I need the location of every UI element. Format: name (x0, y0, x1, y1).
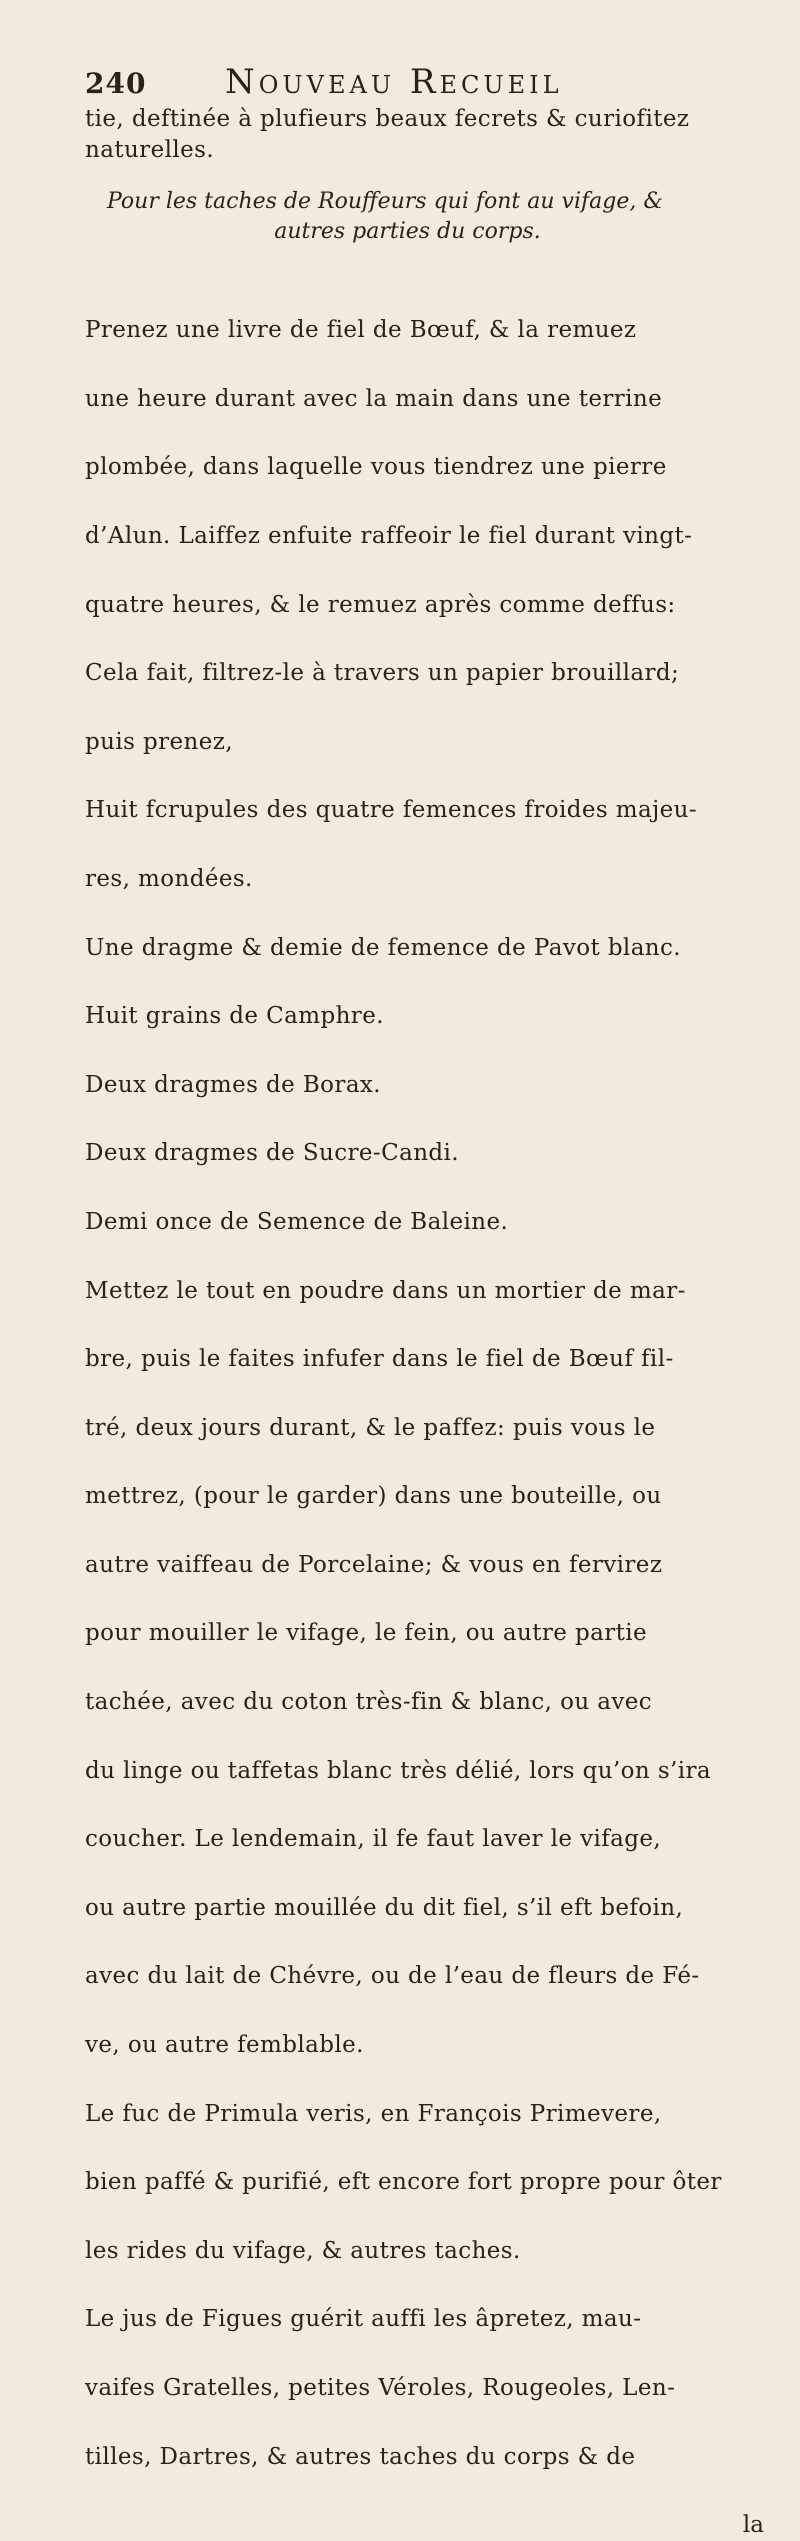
text-line: ou autre partie mouillée du dit fiel, s’il eft befoin, (85, 1894, 684, 1921)
text-line: tie, deftinée à plufieurs beaux fecrets & curiofitez (85, 106, 690, 132)
heading-line: Pour les taches de Rouffeurs qui font au vifage, & (107, 189, 663, 215)
text-line: naturelles. (85, 136, 215, 163)
text-line: Deux dragmes de Borax. (85, 1071, 382, 1098)
catchword: la (742, 2512, 764, 2539)
text-line: Mettez le tout en poudre dans un mortier de mar- (85, 1277, 686, 1304)
text-line: tachée, avec du coton très-fin & blanc, ou avec (85, 1689, 653, 1716)
recipe-body (85, 277, 770, 2510)
page-number: 240 (85, 67, 147, 100)
text-line: Huit fcrupules des quatre femences froides majeu- (85, 797, 698, 824)
heading-line: autres parties du corps. (274, 219, 541, 245)
text-line: Deux dragmes de Sucre-Candi. (85, 1140, 460, 1167)
text-line: Cela fait, filtrez-le à travers un papier brouillard; (85, 660, 680, 687)
intro-text (85, 104, 770, 165)
text-line: quatre heures, & le remuez après comme deffus: (85, 591, 676, 618)
text-line: plombée, dans laquelle vous tiendrez une pierre (85, 454, 667, 481)
text-line: vaifes Gratelles, petites Véroles, Rougeoles, Len- (85, 2375, 676, 2401)
text-line: res, mondées. (85, 865, 253, 892)
text-line: puis prenez, (85, 728, 233, 755)
text-line: bre, puis le faites infufer dans le fiel de Bœuf fil- (85, 1346, 674, 1373)
text-line: Le fuc de Primula veris, en François Primevere, (85, 2100, 662, 2127)
text-line: pour mouiller le vifage, le fein, ou autre partie (85, 1620, 648, 1647)
text-line: ve, ou autre femblable. (85, 2032, 364, 2059)
text-line: une heure durant avec la main dans une terrine (85, 385, 663, 412)
text-line: du linge ou taffetas blanc très délié, lors qu’on s’ira (85, 1757, 711, 1784)
recipe-heading (85, 187, 770, 247)
text-line: autre vaiffeau de Porcelaine; & vous en fervirez (85, 1551, 663, 1578)
text-line: bien paffé & purifié, eft encore fort propre pour ôter (85, 2169, 722, 2196)
page-header (85, 62, 770, 104)
text-line: les rides du vifage, & autres taches. (85, 2237, 521, 2264)
text-line: Une dragme & demie de femence de Pavot blanc. (85, 934, 682, 961)
text-line: coucher. Le lendemain, il fe faut laver le vifage, (85, 1826, 662, 1853)
text-line: mettrez, (pour le garder) dans une bouteille, ou (85, 1483, 662, 1510)
text-line: Le jus de Figues guérit auffi les âpretez, mau- (85, 2306, 642, 2333)
text-line: tilles, Dartres, & autres taches du corps & de (85, 2443, 636, 2470)
text-line: Huit grains de Camphre. (85, 1003, 384, 1030)
running-title: Nouveau Recueil (225, 62, 563, 102)
text-line: Prenez une livre de fiel de Bœuf, & la remuez (85, 317, 637, 344)
text-line: tré, deux jours durant, & le paffez: puis vous le (85, 1414, 656, 1441)
text-line: avec du lait de Chévre, ou de l’eau de fleurs de Fé- (85, 1963, 700, 1990)
text-line: Demi once de Semence de Baleine. (85, 1208, 509, 1235)
text-line: d’Alun. Laiffez enfuite raffeoir le fiel durant vingt- (85, 522, 693, 549)
